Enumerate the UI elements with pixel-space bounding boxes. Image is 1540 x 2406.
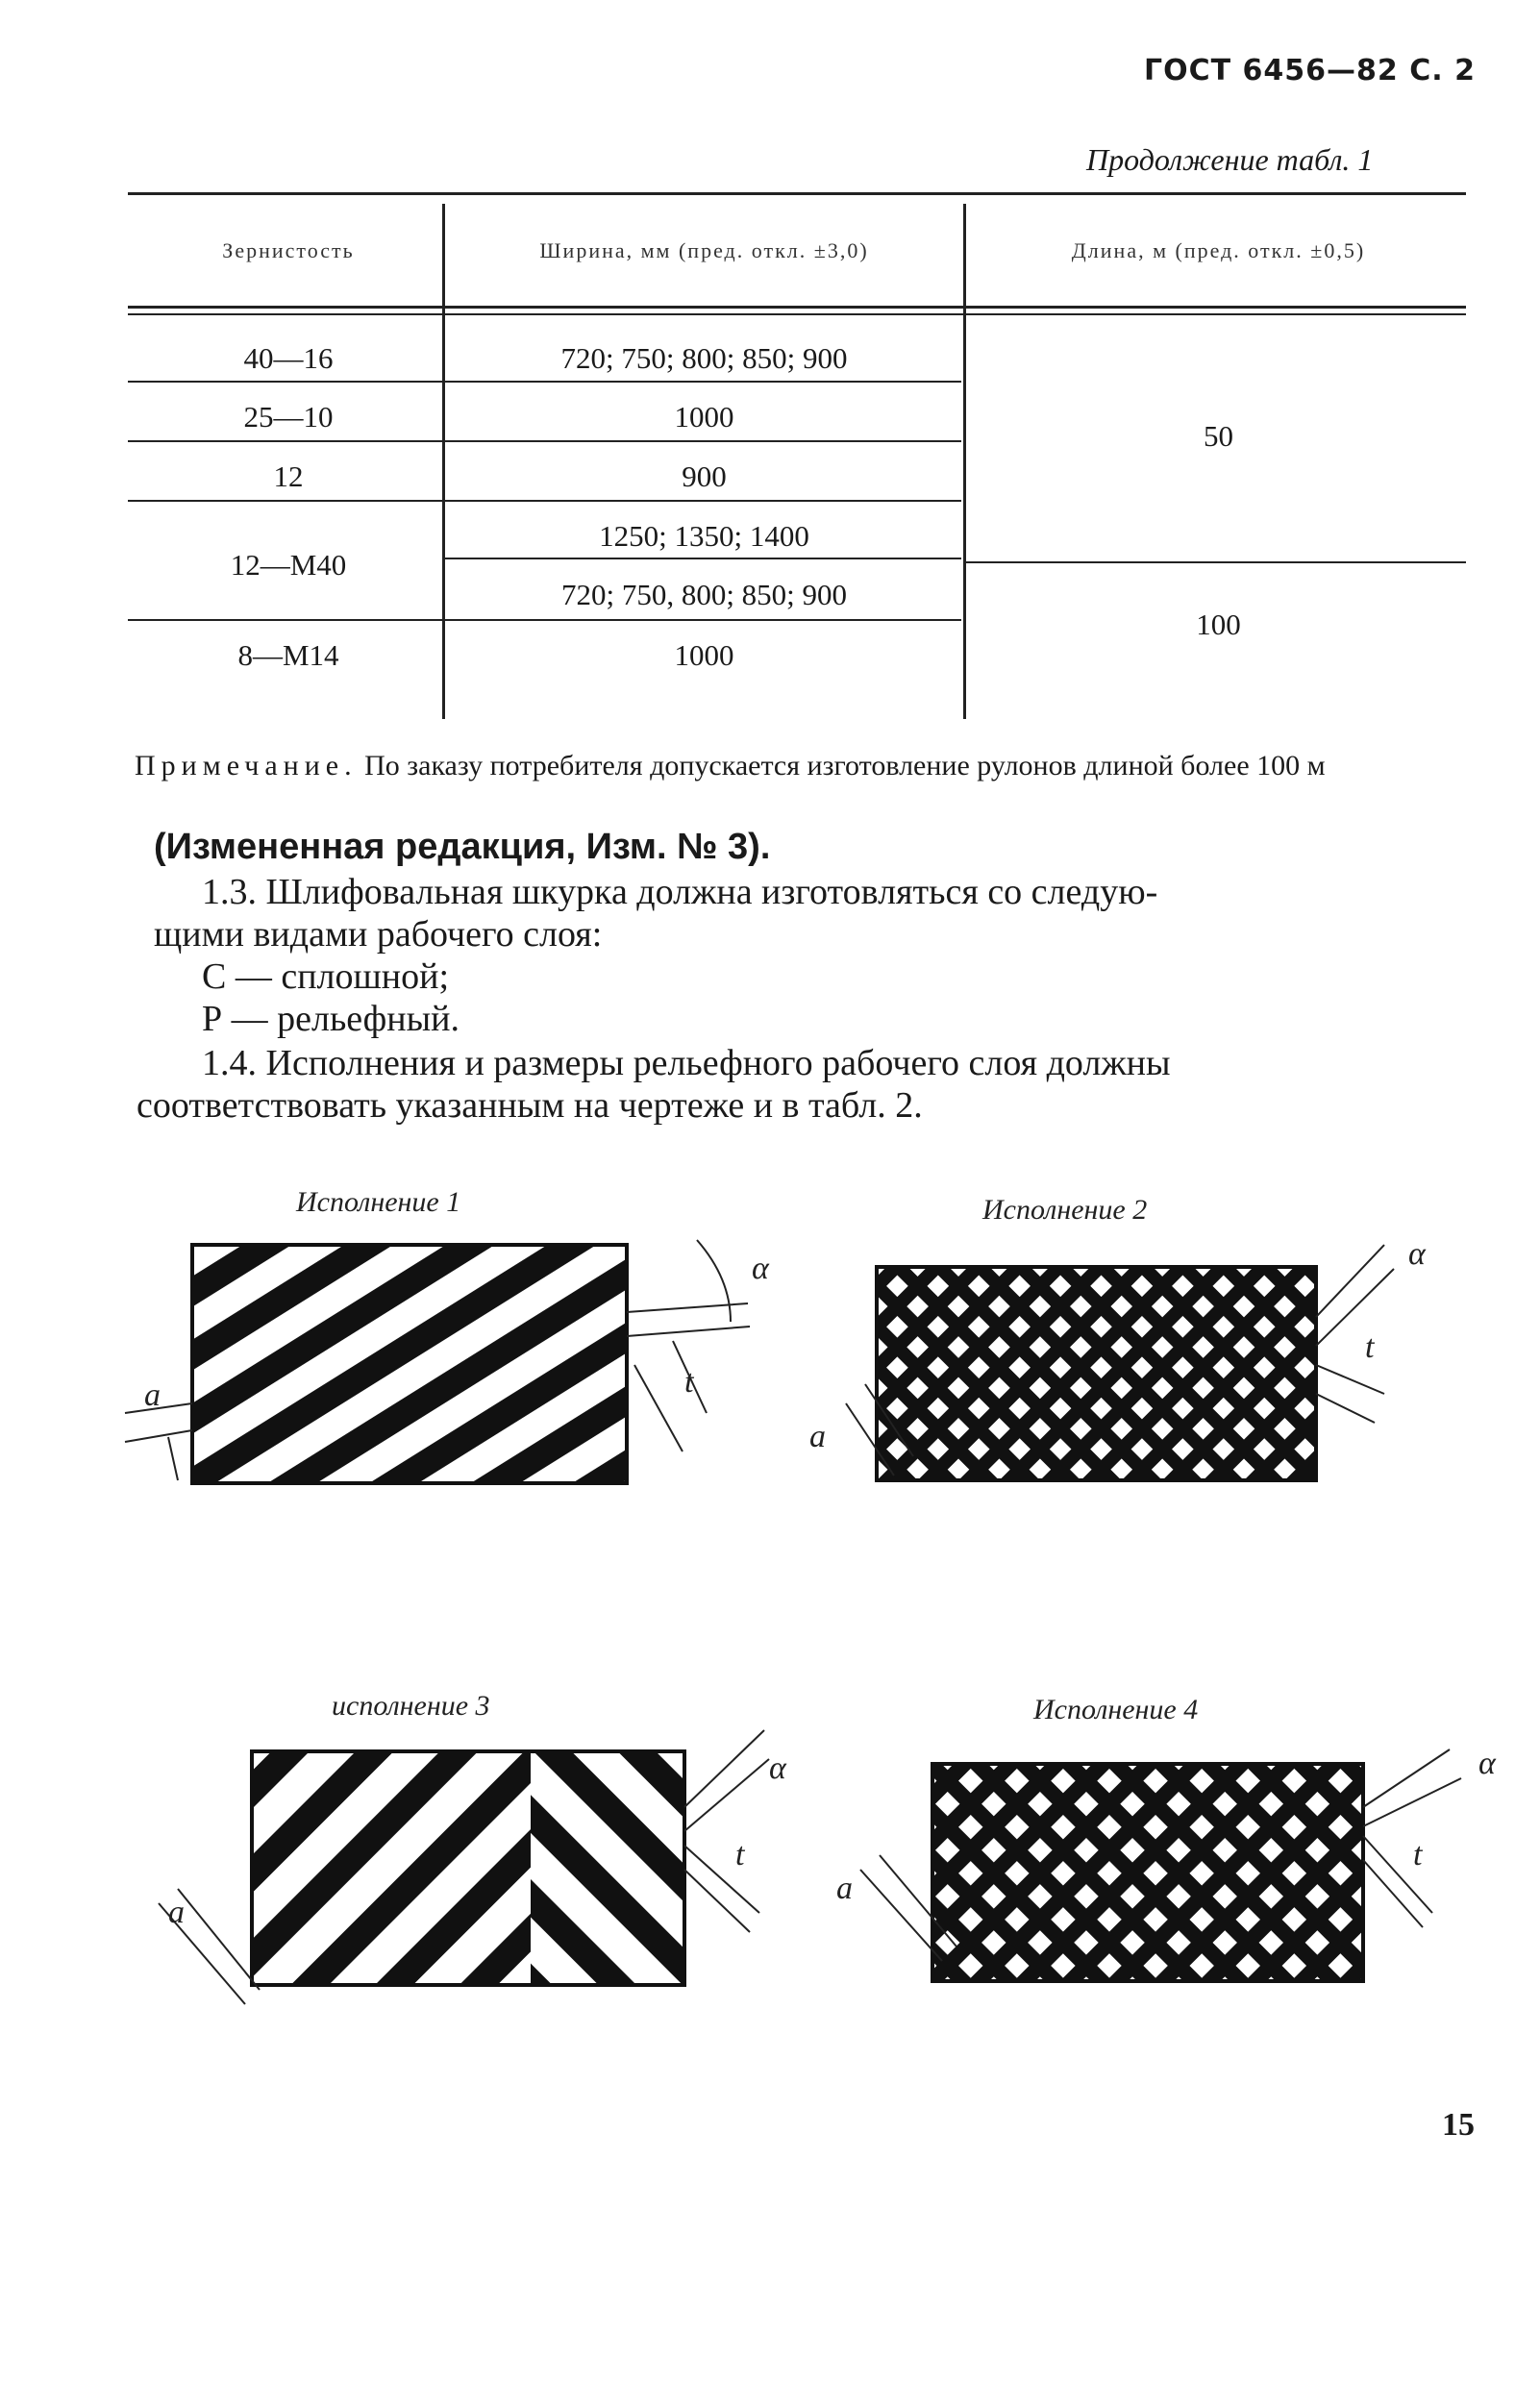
table-cell-width: 720; 750, 800; 850; 900 xyxy=(560,578,848,611)
table-header-rule xyxy=(128,306,1466,309)
paragraph-1-3-line-2: щими видами рабочего слоя: xyxy=(154,914,603,955)
fig1-alpha: α xyxy=(752,1251,769,1286)
fig2-alpha: α xyxy=(1408,1236,1426,1272)
fig3-a: a xyxy=(168,1895,185,1930)
table-cell-width: 720; 750; 800; 850; 900 xyxy=(560,341,848,375)
table-cell-width: 1000 xyxy=(674,400,734,434)
paragraph-1-4-line-1: 1.4. Исполнения и размеры рельефного рабочего слоя должны xyxy=(202,1043,1171,1083)
table-col-divider-2 xyxy=(963,204,966,719)
layer-type-c: С — сплошной; xyxy=(202,956,450,997)
page-number: 15 xyxy=(1442,2107,1475,2143)
table-note xyxy=(135,750,1471,782)
revision-note: (Измененная редакция, Изм. № 3). xyxy=(154,827,771,867)
table-col-divider-1 xyxy=(442,204,445,719)
fig4-t: t xyxy=(1413,1837,1423,1873)
fig3-t: t xyxy=(735,1837,745,1873)
layer-type-r: Р — рельефный. xyxy=(202,999,460,1039)
row-rule xyxy=(128,619,961,621)
figure-caption-3: исполнение 3 xyxy=(332,1690,490,1722)
paragraph-1-4-line-2: соответствовать указанным на чертеже и в табл. 2. xyxy=(137,1085,923,1126)
table-cell-grit: 8—М14 xyxy=(237,638,339,672)
fig1-t: t xyxy=(684,1364,694,1400)
row-rule xyxy=(128,381,961,383)
table-cell-width: 1000 xyxy=(674,638,734,672)
table-cell-grit: 12—М40 xyxy=(230,548,347,582)
figure-caption-2: Исполнение 2 xyxy=(982,1194,1148,1226)
table-header-grit: Зернистость xyxy=(222,238,355,262)
document-code: ГОСТ 6456—82 С. 2 xyxy=(1144,54,1476,87)
fig2-a: a xyxy=(809,1419,826,1454)
fig3-alpha: α xyxy=(769,1750,786,1786)
table-cell-grit: 25—10 xyxy=(243,400,334,434)
table-cell-width: 1250; 1350; 1400 xyxy=(599,519,809,553)
table-cell-length: 50 xyxy=(1204,419,1233,453)
table-header-rule-2 xyxy=(128,313,1466,315)
figure-caption-1: Исполнение 1 xyxy=(296,1186,461,1218)
row-rule xyxy=(966,561,1466,563)
table-header-width: Ширина, мм (пред. откл. ±3,0) xyxy=(539,238,869,262)
fig4-alpha: α xyxy=(1478,1746,1496,1781)
table-continuation-label: Продолжение табл. 1 xyxy=(1086,142,1374,177)
table-header-length: Длина, м (пред. откл. ±0,5) xyxy=(1071,238,1366,262)
table-cell-width: 900 xyxy=(682,459,727,493)
figure-caption-4: Исполнение 4 xyxy=(1033,1694,1199,1725)
note-lead: Примечание. xyxy=(135,750,358,781)
table-top-rule xyxy=(128,192,1466,195)
table-cell-grit: 12 xyxy=(273,459,304,493)
row-rule xyxy=(444,558,961,559)
fig2-t: t xyxy=(1365,1329,1375,1365)
fig4-a: a xyxy=(836,1871,853,1906)
paragraph-1-3-line-1: 1.3. Шлифовальная шкурка должна изготовляться со следую- xyxy=(202,872,1158,912)
note-text: По заказу потребителя допускается изготовление рулонов длиной более 100 м xyxy=(364,750,1326,781)
table-cell-grit: 40—16 xyxy=(243,341,334,375)
fig1-a: a xyxy=(144,1377,161,1413)
table-cell-length: 100 xyxy=(1196,608,1241,641)
row-rule xyxy=(128,440,961,442)
row-rule xyxy=(128,500,961,502)
